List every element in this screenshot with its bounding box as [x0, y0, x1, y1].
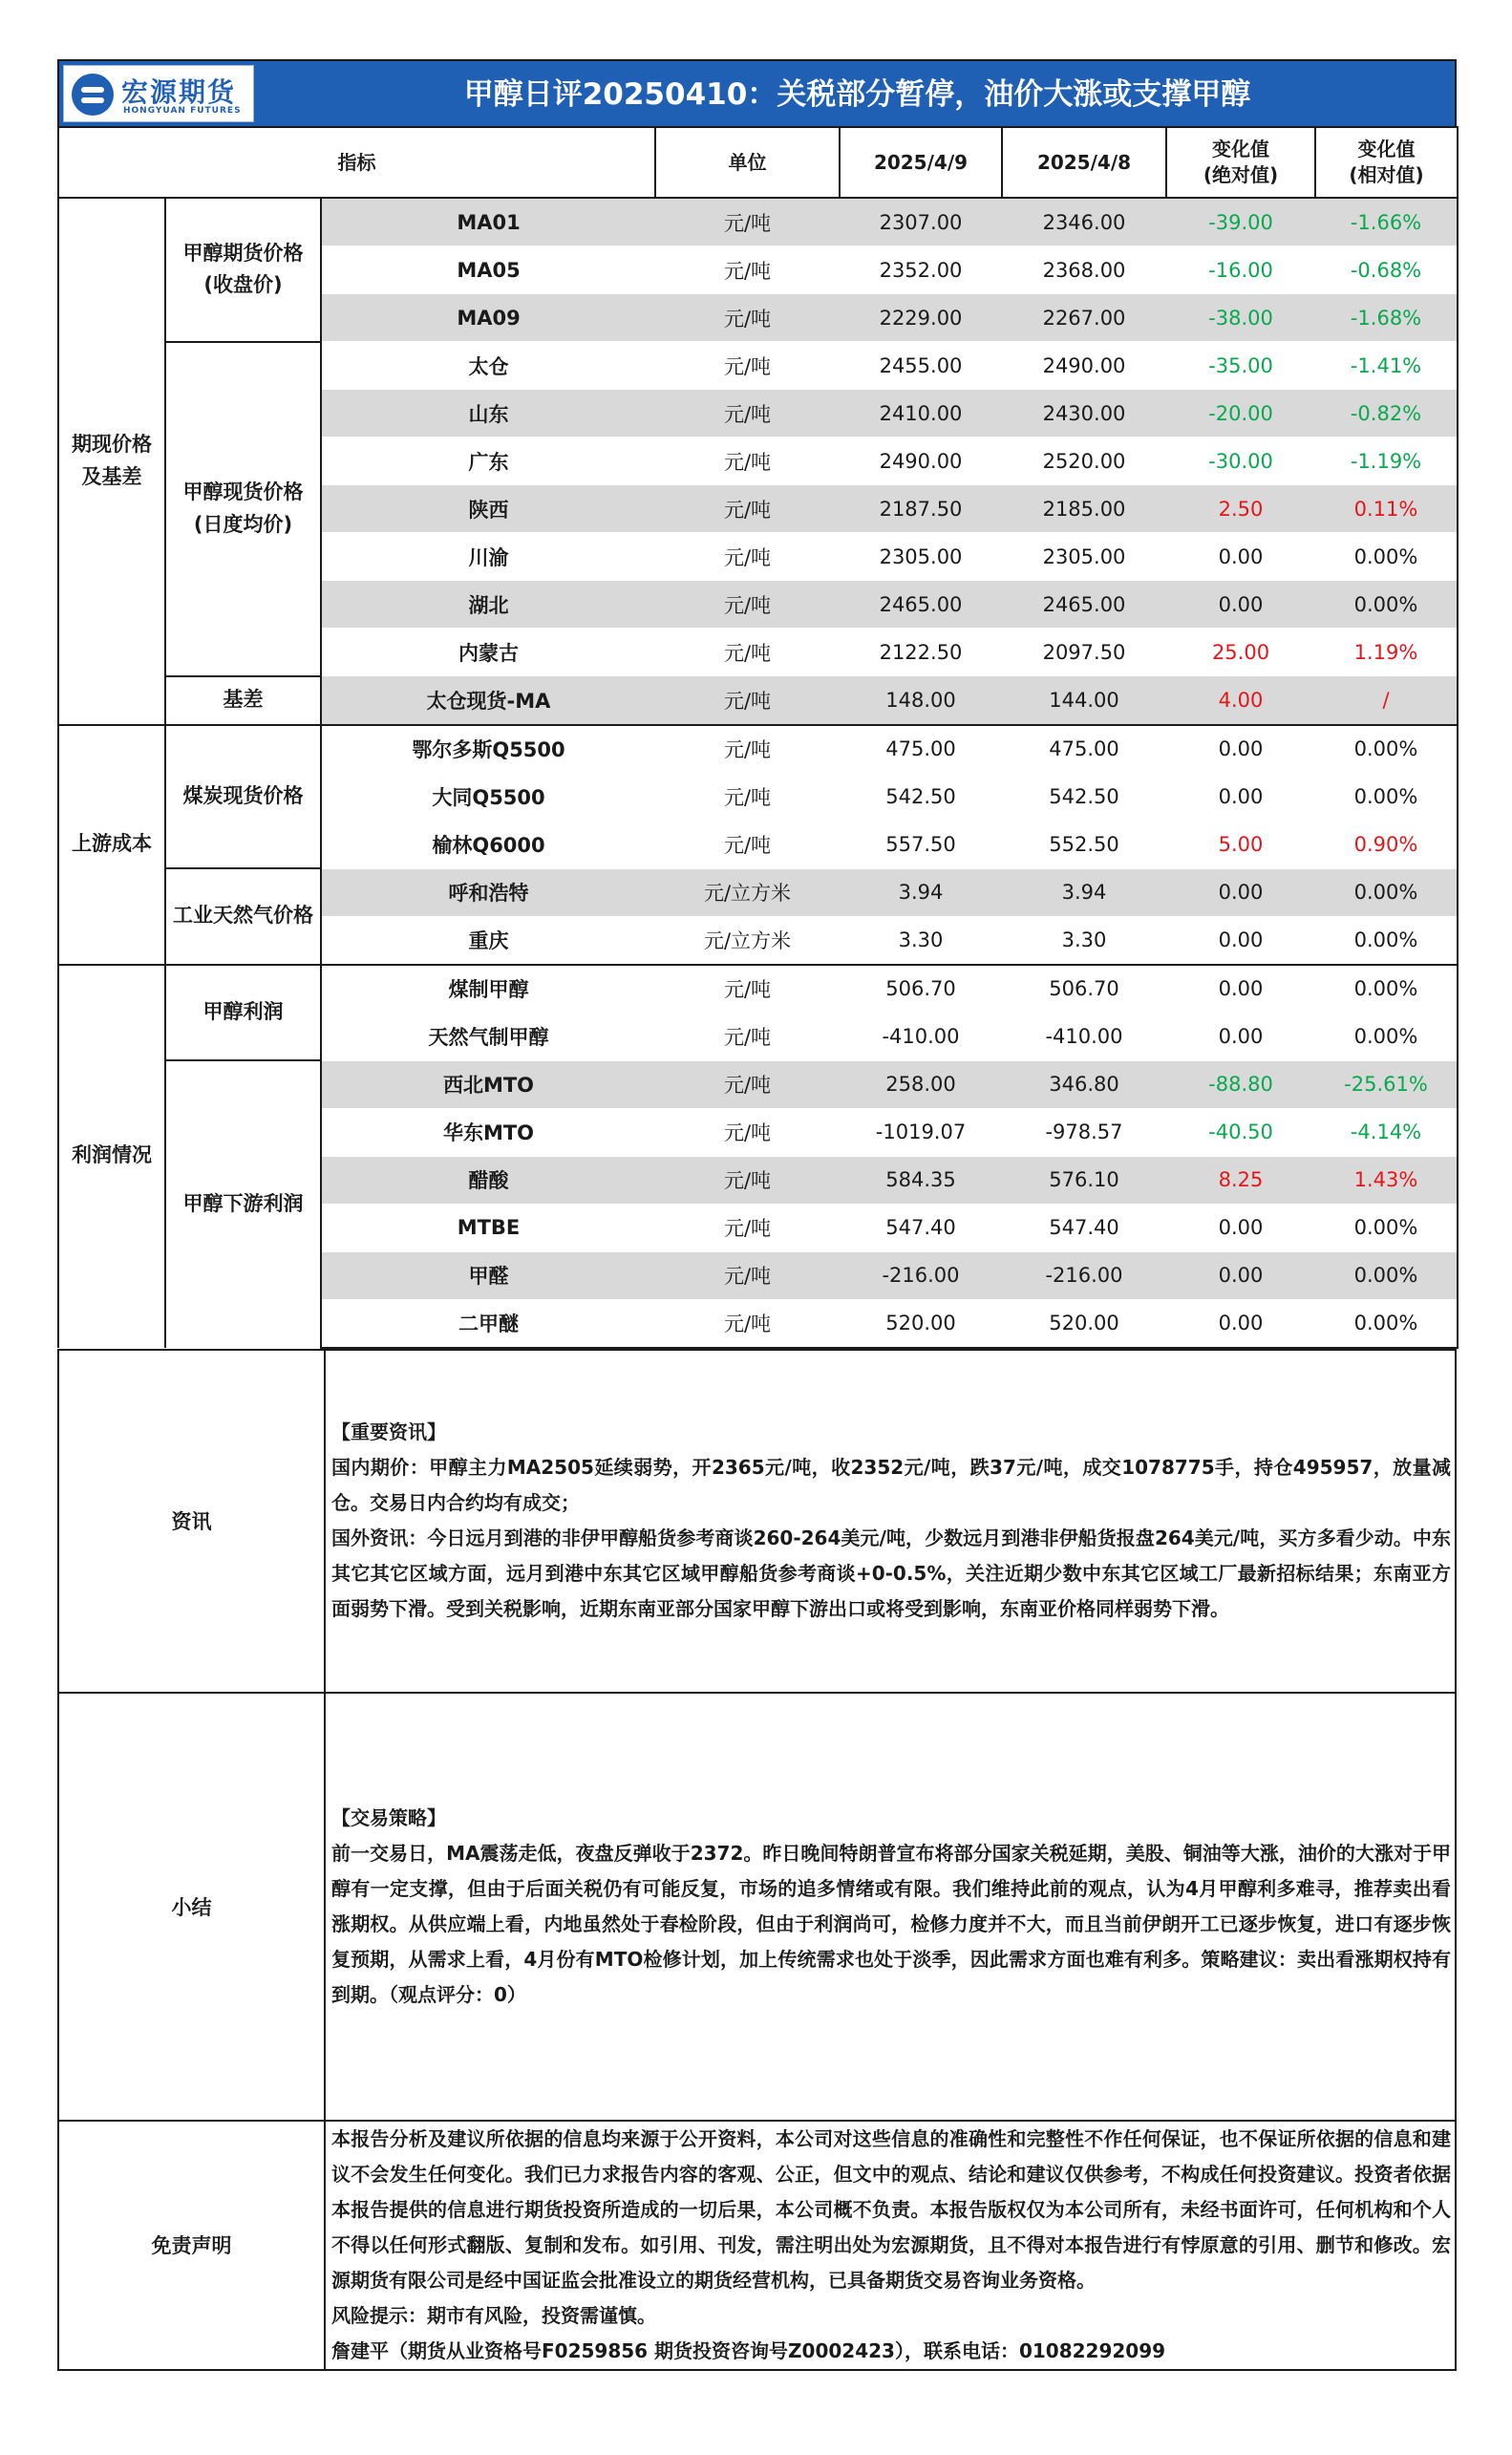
- value-date1: -1019.07: [840, 1108, 1002, 1156]
- unit-cell: 元/吨: [655, 198, 840, 246]
- col-abs-change-label: 变化值 (绝对值): [1203, 138, 1279, 186]
- abs-change: -30.00: [1166, 438, 1315, 485]
- value-date2: 547.40: [1002, 1204, 1166, 1251]
- rel-change: /: [1315, 676, 1458, 725]
- col-date2: 2025/4/8: [1002, 127, 1166, 198]
- abs-change: 0.00: [1166, 1204, 1315, 1251]
- abs-change: 2.50: [1166, 485, 1315, 533]
- indicator-name: 煤制甲醇: [321, 965, 655, 1014]
- rel-change: 0.00%: [1315, 581, 1458, 629]
- indicator-name: MA01: [321, 198, 655, 246]
- value-date2: 520.00: [1002, 1299, 1166, 1348]
- group-gas-price: 工业天然气价格: [165, 868, 321, 965]
- rel-change: -0.68%: [1315, 246, 1458, 294]
- value-date1: 557.50: [840, 821, 1002, 868]
- unit-cell: 元/吨: [655, 294, 840, 342]
- unit-cell: 元/吨: [655, 1251, 840, 1299]
- unit-cell: 元/吨: [655, 1060, 840, 1108]
- value-date1: 3.30: [840, 916, 1002, 965]
- logo-en: HONGYUAN FUTURES: [123, 106, 242, 116]
- table-header-row: [58, 127, 1458, 198]
- value-date1: 2229.00: [840, 294, 1002, 342]
- group-coal-price: 煤炭现货价格: [165, 725, 321, 869]
- value-date1: 2307.00: [840, 198, 1002, 246]
- col-rel-change-label: 变化值 (相对值): [1349, 138, 1424, 186]
- indicator-name: 西北MTO: [321, 1060, 655, 1108]
- disclaimer-label: 免责声明: [58, 2121, 325, 2370]
- value-date1: 2410.00: [840, 390, 1002, 438]
- logo-mark-icon: [72, 74, 114, 116]
- news-heading: 【重要资讯】: [331, 1420, 446, 1443]
- company-logo: [63, 65, 254, 122]
- notes-table: [57, 1349, 1457, 2371]
- rel-change: 0.00%: [1315, 773, 1458, 821]
- value-date1: 2187.50: [840, 485, 1002, 533]
- table-row: [58, 868, 1458, 916]
- rel-change: 0.00%: [1315, 965, 1458, 1014]
- value-date1: 3.94: [840, 868, 1002, 916]
- value-date2: 506.70: [1002, 965, 1166, 1014]
- value-date2: 144.00: [1002, 676, 1166, 725]
- group-profit: 利润情况: [58, 965, 165, 1348]
- risk-warning: 风险提示：期市有风险，投资需谨慎。: [331, 2303, 656, 2327]
- indicator-name: MA05: [321, 246, 655, 294]
- value-date2: 2185.00: [1002, 485, 1166, 533]
- value-date2: 2465.00: [1002, 581, 1166, 629]
- rel-change: 0.00%: [1315, 1013, 1458, 1060]
- value-date1: 148.00: [840, 676, 1002, 725]
- abs-change: 0.00: [1166, 725, 1315, 774]
- unit-cell: 元/吨: [655, 1204, 840, 1251]
- report-title: 甲醇日评20250410：关税部分暂停，油价大涨或支撑甲醇: [463, 77, 1251, 112]
- news-row: [58, 1350, 1456, 1693]
- indicator-name: 甲醛: [321, 1251, 655, 1299]
- value-date2: 475.00: [1002, 725, 1166, 774]
- rel-change: -4.14%: [1315, 1108, 1458, 1156]
- abs-change: -38.00: [1166, 294, 1315, 342]
- summary-row: [58, 1693, 1456, 2121]
- unit-cell: 元/立方米: [655, 868, 840, 916]
- group-methanol-profit: 甲醇利润: [165, 965, 321, 1061]
- indicator-name: 陕西: [321, 485, 655, 533]
- rel-change: 1.19%: [1315, 629, 1458, 676]
- indicator-name: 太仓现货-MA: [321, 676, 655, 725]
- rel-change: -1.66%: [1315, 198, 1458, 246]
- rel-change: -1.41%: [1315, 342, 1458, 390]
- value-date1: 2455.00: [840, 342, 1002, 390]
- indicator-name: 榆林Q6000: [321, 821, 655, 868]
- group-futures-price: 甲醇期货价格 (收盘价): [165, 198, 321, 342]
- value-date2: 2097.50: [1002, 629, 1166, 676]
- data-table: [57, 126, 1459, 1349]
- disclaimer-row: [58, 2121, 1456, 2370]
- indicator-name: 呼和浩特: [321, 868, 655, 916]
- value-date2: 346.80: [1002, 1060, 1166, 1108]
- value-date2: 2346.00: [1002, 198, 1166, 246]
- table-row: [58, 342, 1458, 390]
- unit-cell: 元/立方米: [655, 916, 840, 965]
- summary-content: [325, 1693, 1456, 2121]
- summary-heading: 【交易策略】: [331, 1805, 446, 1829]
- abs-change: 5.00: [1166, 821, 1315, 868]
- unit-cell: 元/吨: [655, 1108, 840, 1156]
- abs-change: 0.00: [1166, 965, 1315, 1014]
- indicator-name: 二甲醚: [321, 1299, 655, 1348]
- value-date2: 2368.00: [1002, 246, 1166, 294]
- value-date1: 520.00: [840, 1299, 1002, 1348]
- news-content: [325, 1350, 1456, 1693]
- table-row: [58, 965, 1458, 1014]
- rel-change: -25.61%: [1315, 1060, 1458, 1108]
- unit-cell: 元/吨: [655, 965, 840, 1014]
- abs-change: -88.80: [1166, 1060, 1315, 1108]
- value-date2: 2490.00: [1002, 342, 1166, 390]
- group-downstream-profit: 甲醇下游利润: [165, 1060, 321, 1348]
- value-date2: 2305.00: [1002, 533, 1166, 581]
- unit-cell: 元/吨: [655, 676, 840, 725]
- value-date2: 3.94: [1002, 868, 1166, 916]
- indicator-name: 重庆: [321, 916, 655, 965]
- disclaimer-paragraph: 本报告分析及建议所依据的信息均来源于公开资料，本公司对这些信息的准确性和完整性不作任何保证，也不保证所依据的信息和建议不会发生任何变化。我们已力求报告内容的客观、公正，但文中的观点、结论和建议仅供参考，不构成任何投资建议。投资者依据本报告提供的信息进行期货投资所造成的一切后果，本公司概不负责。本报告版权仅为本公司所有，未经书面许可，任何机构和个人不得以任何形式翻版、复制和发布。如引用、刊发，需注明出处为宏源期货，且不得对本报告进行有悖原意的引用、删节和修改。宏源期货有限公司是经中国证监会批准设立的期货经营机构，已具备期货交易咨询业务资格。: [331, 2126, 1451, 2292]
- news-label: 资讯: [58, 1350, 325, 1693]
- abs-change: -40.50: [1166, 1108, 1315, 1156]
- indicator-name: 醋酸: [321, 1156, 655, 1204]
- rel-change: -1.19%: [1315, 438, 1458, 485]
- value-date2: 2267.00: [1002, 294, 1166, 342]
- rel-change: 0.00%: [1315, 1251, 1458, 1299]
- rel-change: 0.00%: [1315, 1204, 1458, 1251]
- indicator-name: 太仓: [321, 342, 655, 390]
- indicator-name: MA09: [321, 294, 655, 342]
- indicator-name: MTBE: [321, 1204, 655, 1251]
- unit-cell: 元/吨: [655, 1013, 840, 1060]
- unit-cell: 元/吨: [655, 725, 840, 774]
- indicator-name: 大同Q5500: [321, 773, 655, 821]
- unit-cell: 元/吨: [655, 581, 840, 629]
- disclaimer-content: [325, 2121, 1456, 2370]
- table-row: [58, 725, 1458, 774]
- indicator-name: 湖北: [321, 581, 655, 629]
- table-row: [58, 1060, 1458, 1108]
- group-basis: 基差: [165, 676, 321, 725]
- summary-paragraph: 前一交易日，MA震荡走低，夜盘反弹收于2372。昨日晚间特朗普宣布将部分国家关税延期，美股、铜油等大涨，油价的大涨对于甲醇有一定支撑，但由于后面关税仍有可能反复，市场的追多情绪或有限。我们维持此前的观点，认为4月甲醇利多难寻，推荐卖出看涨期权。从供应端上看，内地虽然处于春检阶段，但由于利润尚可，检修力度并不大，而且当前伊朗开工已逐步恢复，进口有逐步恢复预期，从需求上看，4月份有MTO检修计划，加上传统需求也处于淡季，因此需求方面也难有利多。策略建议：卖出看涨期权持有到期。（观点评分：0）: [331, 1841, 1451, 2006]
- value-date1: -216.00: [840, 1251, 1002, 1299]
- abs-change: 0.00: [1166, 868, 1315, 916]
- rel-change: 0.00%: [1315, 1299, 1458, 1348]
- rel-change: 0.00%: [1315, 916, 1458, 965]
- abs-change: -20.00: [1166, 390, 1315, 438]
- col-indicator: 指标: [58, 127, 655, 198]
- rel-change: 0.00%: [1315, 868, 1458, 916]
- abs-change: 4.00: [1166, 676, 1315, 725]
- abs-change: -39.00: [1166, 198, 1315, 246]
- unit-cell: 元/吨: [655, 773, 840, 821]
- news-paragraph: 国内期价：甲醇主力MA2505延续弱势，开2365元/吨，收2352元/吨，跌37元/吨，成交1078775手，持仓495957，放量减仓。交易日内合约均有成交；: [331, 1456, 1451, 1514]
- unit-cell: 元/吨: [655, 485, 840, 533]
- abs-change: 0.00: [1166, 1251, 1315, 1299]
- indicator-name: 华东MTO: [321, 1108, 655, 1156]
- indicator-name: 川渝: [321, 533, 655, 581]
- value-date1: 2122.50: [840, 629, 1002, 676]
- group-spot-basis: 期现价格 及基差: [58, 198, 165, 725]
- value-date1: 2305.00: [840, 533, 1002, 581]
- indicator-name: 天然气制甲醇: [321, 1013, 655, 1060]
- value-date1: 506.70: [840, 965, 1002, 1014]
- value-date2: -216.00: [1002, 1251, 1166, 1299]
- value-date1: 475.00: [840, 725, 1002, 774]
- indicator-name: 山东: [321, 390, 655, 438]
- report-sheet: [57, 59, 1457, 2371]
- group-upstream-cost: 上游成本: [58, 725, 165, 965]
- rel-change: 0.00%: [1315, 533, 1458, 581]
- indicator-name: 广东: [321, 438, 655, 485]
- unit-cell: 元/吨: [655, 390, 840, 438]
- group-spot-price: 甲醇现货价格 (日度均价): [165, 342, 321, 676]
- rel-change: 0.00%: [1315, 725, 1458, 774]
- col-unit: 单位: [655, 127, 840, 198]
- table-row: [58, 676, 1458, 725]
- abs-change: 0.00: [1166, 1299, 1315, 1348]
- unit-cell: 元/吨: [655, 1156, 840, 1204]
- value-date1: 258.00: [840, 1060, 1002, 1108]
- abs-change: -35.00: [1166, 342, 1315, 390]
- value-date1: 584.35: [840, 1156, 1002, 1204]
- abs-change: 0.00: [1166, 581, 1315, 629]
- rel-change: -1.68%: [1315, 294, 1458, 342]
- news-paragraph: 国外资讯：今日远月到港的非伊甲醇船货参考商谈260-264美元/吨，少数远月到港非伊船货报盘264美元/吨，买方多看少动。中东其它其它区域方面，远月到港中东其它区域甲醇船货参考商谈+0-0.5%，关注近期少数中东其它区域工厂最新招标结果；东南亚方面弱势下滑。受到关税影响，近期东南亚部分国家甲醇下游出口或将受到影响，东南亚价格同样弱势下滑。: [331, 1526, 1451, 1620]
- abs-change: 0.00: [1166, 916, 1315, 965]
- unit-cell: 元/吨: [655, 1299, 840, 1348]
- value-date2: -410.00: [1002, 1013, 1166, 1060]
- abs-change: 25.00: [1166, 629, 1315, 676]
- unit-cell: 元/吨: [655, 246, 840, 294]
- unit-cell: 元/吨: [655, 821, 840, 868]
- value-date1: 2352.00: [840, 246, 1002, 294]
- rel-change: 0.90%: [1315, 821, 1458, 868]
- value-date2: -978.57: [1002, 1108, 1166, 1156]
- value-date1: 542.50: [840, 773, 1002, 821]
- abs-change: 0.00: [1166, 533, 1315, 581]
- report-banner: [57, 59, 1457, 126]
- value-date2: 2520.00: [1002, 438, 1166, 485]
- value-date1: 2490.00: [840, 438, 1002, 485]
- value-date1: 547.40: [840, 1204, 1002, 1251]
- value-date2: 3.30: [1002, 916, 1166, 965]
- indicator-name: 鄂尔多斯Q5500: [321, 725, 655, 774]
- col-abs-change: [1166, 127, 1315, 198]
- unit-cell: 元/吨: [655, 533, 840, 581]
- col-date1: 2025/4/9: [840, 127, 1002, 198]
- rel-change: -0.82%: [1315, 390, 1458, 438]
- indicator-name: 内蒙古: [321, 629, 655, 676]
- unit-cell: 元/吨: [655, 438, 840, 485]
- value-date1: 2465.00: [840, 581, 1002, 629]
- logo-cn: 宏源期货: [121, 76, 237, 108]
- value-date2: 2430.00: [1002, 390, 1166, 438]
- summary-label: 小结: [58, 1693, 325, 2121]
- unit-cell: 元/吨: [655, 342, 840, 390]
- col-rel-change: [1315, 127, 1458, 198]
- abs-change: 0.00: [1166, 1013, 1315, 1060]
- unit-cell: 元/吨: [655, 629, 840, 676]
- abs-change: 8.25: [1166, 1156, 1315, 1204]
- abs-change: -16.00: [1166, 246, 1315, 294]
- value-date1: -410.00: [840, 1013, 1002, 1060]
- analyst-info: 詹建平（期货从业资格号F0259856 期货投资咨询号Z0002423），联系电话：01082292099: [331, 2338, 1166, 2362]
- value-date2: 552.50: [1002, 821, 1166, 868]
- value-date2: 576.10: [1002, 1156, 1166, 1204]
- value-date2: 542.50: [1002, 773, 1166, 821]
- rel-change: 1.43%: [1315, 1156, 1458, 1204]
- table-row: [58, 198, 1458, 246]
- rel-change: 0.11%: [1315, 485, 1458, 533]
- abs-change: 0.00: [1166, 773, 1315, 821]
